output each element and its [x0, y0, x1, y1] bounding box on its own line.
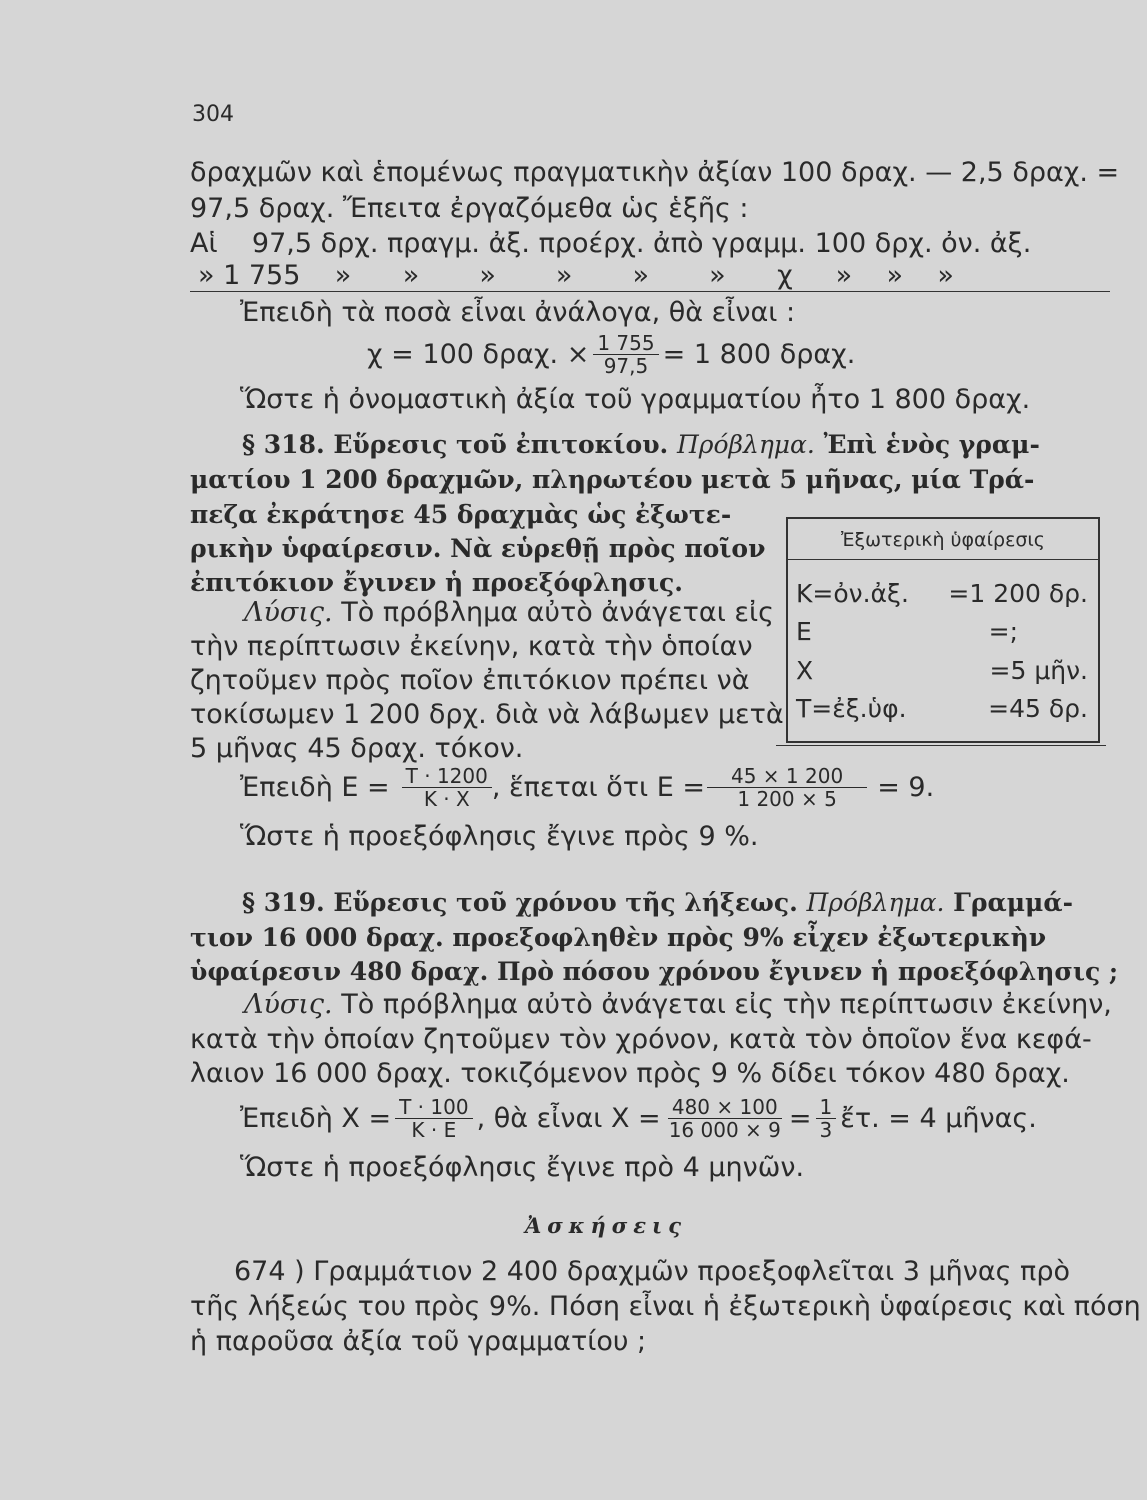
problem-label: Πρόβλημα. — [676, 430, 815, 459]
external-discount-box — [786, 517, 1100, 743]
numerator: 45 × 1 200 — [707, 765, 867, 788]
exercise-text: ἡ παροῦσα ἀξία τοῦ γραμματίου ; — [190, 1326, 647, 1357]
fraction — [593, 332, 658, 377]
solution-text: ζητοῦμεν πρὸς ποῖον ἐπιτόκιον πρέπει νὰ — [190, 665, 750, 696]
solution-text: Τὸ πρόβλημα αὐτὸ ἀνάγεται εἰς — [341, 597, 774, 628]
solution-text: τὴν περίπτωσιν ἐκείνην, κατὰ τὴν ὁποίαν — [190, 631, 753, 662]
fraction — [816, 1096, 837, 1141]
numerator: 1 — [816, 1096, 837, 1119]
box-row: Κ=ὀν.ἀξ. — [796, 579, 909, 608]
problem-text: ρικὴν ὑφαίρεσιν. Νὰ εὑρεθῇ πρὸς ποῖον — [190, 534, 766, 563]
equation — [240, 1096, 1037, 1141]
denominator: Κ · Χ — [423, 787, 470, 811]
denominator: 3 — [819, 1118, 833, 1142]
box-row: Χ — [796, 656, 814, 685]
divider — [776, 745, 1106, 746]
denominator: 1 200 × 5 — [737, 787, 837, 811]
box-row: Τ=ἐξ.ὑφ. — [796, 694, 907, 723]
section-heading: § 318. Εὕρεσις τοῦ ἐπιτοκίου. — [242, 430, 669, 459]
problem-text: Ἐπὶ ἑνὸς γραμ- — [823, 430, 1040, 459]
equation-middle: , θὰ εἶναι Χ = — [476, 1102, 661, 1134]
problem-text: ματίου 1 200 δραχμῶν, πληρωτέου μετὰ 5 μῆνας, μία Τρά- — [190, 465, 1035, 494]
denominator: 97,5 — [603, 354, 649, 378]
equation-left: Ἐπειδὴ Ε = — [240, 771, 390, 803]
text-line: δραχμῶν καὶ ἑπομένως πραγματικὴν ἀξίαν 100 δραχ. — 2,5 δραχ. = — [190, 157, 1120, 188]
problem-text: πεζα ἐκράτησε 45 δραχμὰς ὡς ἐξωτε- — [190, 500, 732, 529]
section-line — [242, 429, 1040, 461]
solution-label: Λύσις. — [244, 597, 333, 628]
exercise-text: τῆς λήξεώς του πρὸς 9%. Πόση εἶναι ἡ ἐξωτερικὴ ὑφαίρεσις καὶ πόση — [190, 1291, 1141, 1322]
equation-left: χ = 100 δραχ. × — [367, 338, 590, 370]
problem-text: ἐπιτόκιον ἔγινεν ἡ προεξόφλησις. — [190, 568, 683, 597]
fraction — [395, 1096, 472, 1141]
box-value: =5 μῆν. — [989, 656, 1088, 685]
text-line: Ἐπειδὴ τὰ ποσὰ εἶναι ἀνάλογα, θὰ εἶναι : — [240, 297, 796, 328]
equals-sign: = — [788, 1102, 812, 1134]
section-line — [242, 887, 1073, 919]
text-line: Ὥστε ἡ προεξόφλησις ἔγινε πρὸς 9 %. — [240, 821, 759, 852]
box-value: =1 200 δρ. — [948, 579, 1088, 608]
solution-text: 5 μῆνας 45 δραχ. τόκον. — [190, 733, 524, 764]
denominator: Κ · Ε — [411, 1118, 457, 1142]
solution-text: κατὰ τὴν ὁποίαν ζητοῦμεν τὸν χρόνον, κατὰ τὸν ὁποῖον ἕνα κεφά- — [190, 1024, 1092, 1055]
box-title: Ἐξωτερικὴ ὑφαίρεσις — [788, 519, 1098, 560]
fraction — [665, 1096, 785, 1141]
numerator: Τ · 100 — [395, 1096, 472, 1119]
box-value: =45 δρ. — [988, 694, 1088, 723]
numerator: 480 × 100 — [668, 1096, 782, 1119]
equation-right: = 1 800 δραχ. — [662, 338, 856, 370]
equation-right: = 9. — [877, 771, 935, 803]
problem-text: ὑφαίρεσιν 480 δραχ. Πρὸ πόσου χρόνου ἔγινεν ἡ προεξόφλησις ; — [190, 957, 1119, 986]
page-number: 304 — [192, 102, 234, 127]
solution-text: τοκίσωμεν 1 200 δρχ. διὰ νὰ λάβωμεν μετὰ — [190, 699, 784, 730]
solution-label: Λύσις. — [244, 989, 333, 1020]
equation — [240, 765, 934, 810]
numerator: 1 755 — [593, 332, 658, 355]
equation-middle: , ἕπεται ὅτι Ε = — [491, 771, 705, 803]
problem-text: Γραμμά- — [953, 888, 1073, 917]
problem-label: Πρόβλημα. — [806, 888, 945, 917]
problem-text: τιον 16 000 δραχ. προεξοφληθὲν πρὸς 9% εἶχεν ἐξωτερικὴν — [190, 923, 1047, 952]
equation-right: ἔτ. = 4 μῆνας. — [840, 1102, 1037, 1134]
table-row: Αἱ 97,5 δρχ. πραγμ. ἀξ. προέρχ. ἀπὸ γραμμ. 100 δρχ. ὀν. ἀξ. — [190, 228, 1032, 259]
table-row: » 1 755 » » » » » » χ » » » — [198, 260, 954, 291]
solution-line — [244, 598, 774, 628]
denominator: 16 000 × 9 — [668, 1118, 781, 1142]
fraction — [402, 765, 492, 810]
equation — [367, 332, 855, 377]
text-line: Ὥστε ἡ ὀνομαστικὴ ἀξία τοῦ γραμματίου ἦτο 1 800 δραχ. — [240, 384, 1031, 415]
numerator: Τ · 1200 — [402, 765, 492, 788]
exercises-heading: Ἀσκήσεις — [525, 1213, 687, 1238]
text-line: 97,5 δραχ. Ἔπειτα ἐργαζόμεθα ὡς ἑξῆς : — [190, 193, 749, 224]
box-value: =; — [988, 617, 1018, 646]
fraction — [707, 765, 867, 810]
divider — [190, 291, 1110, 292]
box-row: Ε — [796, 617, 812, 646]
section-heading: § 319. Εὕρεσις τοῦ χρόνου τῆς λήξεως. — [242, 888, 798, 917]
solution-line — [244, 990, 1112, 1020]
solution-text: Τὸ πρόβλημα αὐτὸ ἀνάγεται εἰς τὴν περίπτωσιν ἐκείνην, — [341, 989, 1112, 1020]
solution-text: λαιον 16 000 δραχ. τοκιζόμενον πρὸς 9 % δίδει τόκον 480 δραχ. — [190, 1058, 1070, 1089]
equation-left: Ἐπειδὴ Χ = — [240, 1102, 392, 1134]
text-line: Ὥστε ἡ προεξόφλησις ἔγινε πρὸ 4 μηνῶν. — [240, 1152, 805, 1183]
exercise-text: 674 ) Γραμμάτιον 2 400 δραχμῶν προεξοφλεῖται 3 μῆνας πρὸ — [234, 1256, 1070, 1287]
